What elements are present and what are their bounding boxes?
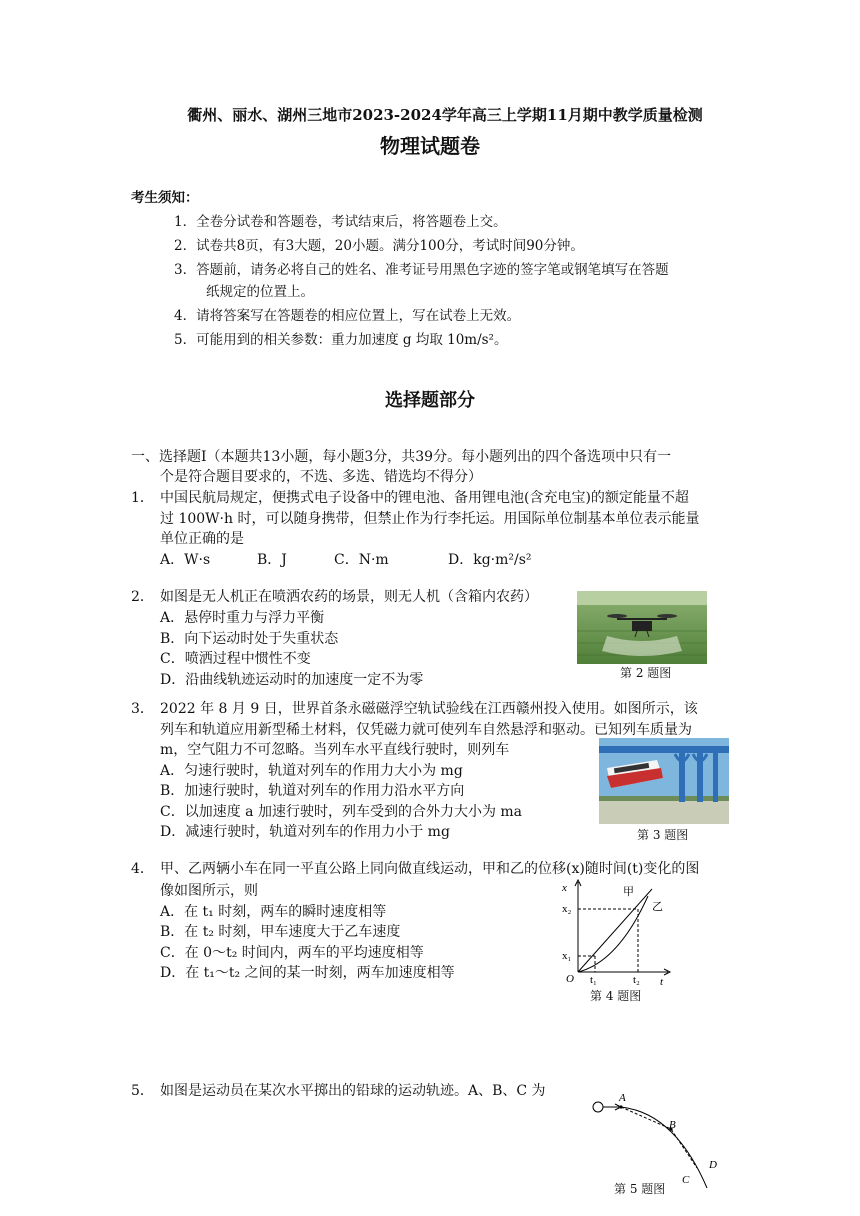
q4-option-b: B．在 t₂ 时刻，甲车速度大于乙车速度 xyxy=(160,924,401,940)
part1-instructions: 一、选择题Ⅰ（本题共13小题，每小题3分，共39分。每小题列出的四个备选项中只有一 xyxy=(131,449,672,465)
q4-option-d: D．在 t₁～t₂ 之间的某一时刻，两车加速度相等 xyxy=(160,965,455,981)
t1-label: t₁ xyxy=(590,974,597,986)
q4-number: 4． xyxy=(131,861,154,877)
notice-item: 3．答题前，请务必将自己的姓名、准考证号用黑色字迹的签字笔或钢笔填写在答题 xyxy=(174,262,669,278)
q2-option-d: D．沿曲线轨迹运动时的加速度一定不为零 xyxy=(160,672,424,688)
maglev-photo xyxy=(599,738,729,824)
q3-option-c: C．以加速度 a 加速行驶时，列车受到的合外力大小为 ma xyxy=(160,804,523,820)
t2-label: t₂ xyxy=(633,974,640,986)
line-jia xyxy=(578,889,652,972)
q1-option-b: B．J xyxy=(257,552,287,568)
q3-option-b: B．加速行驶时，轨道对列车的作用力沿水平方向 xyxy=(160,783,465,799)
q3-number: 3． xyxy=(131,701,154,717)
origin-label: O xyxy=(566,973,574,985)
q1-stem: 单位正确的是 xyxy=(160,531,244,547)
q4-caption: 第 4 题图 xyxy=(590,989,642,1003)
x2-label: x₂ xyxy=(562,903,572,915)
q4-stem: 甲、乙两辆小车在同一平直公路上同向做直线运动，甲和乙的位移(x)随时间(t)变化的图 xyxy=(160,861,700,877)
jia-label: 甲 xyxy=(623,886,634,898)
q1-stem: 中国民航局规定，便携式电子设备中的锂电池、备用锂电池(含充电宝)的额定能量不超 xyxy=(160,490,689,506)
q1-option-c: C．N·m xyxy=(334,552,389,568)
point-d-label: D xyxy=(709,1159,717,1171)
exam-title-line2: 物理试题卷 xyxy=(380,134,480,158)
q1-option-a: A．W·s xyxy=(160,552,211,568)
notice-item: 2．试卷共8页，有3大题，20小题。满分100分，考试时间90分钟。 xyxy=(174,238,584,254)
q3-stem: m，空气阻力不可忽略。当列车水平直线行驶时，则列车 xyxy=(160,742,510,758)
point-a-label: A xyxy=(619,1092,626,1104)
shot-ball xyxy=(593,1102,603,1112)
point-c-label: C xyxy=(682,1174,690,1186)
q1-number: 1． xyxy=(131,490,154,506)
q3-stem: 列车和轨道应用新型稀土材料，仅凭磁力就可使列车自然悬浮和驱动。已知列车质量为 xyxy=(160,722,692,738)
drone-photo xyxy=(577,591,707,664)
q3-stem: 2022 年 8 月 9 日，世界首条永磁磁浮空轨试验线在江西赣州投入使用。如图所示，该 xyxy=(160,701,698,717)
notice-item: 1．全卷分试卷和答题卷，考试结束后，将答题卷上交。 xyxy=(174,214,507,230)
exam-title-line1: 衢州、丽水、湖州三地市2023-2024学年高三上学期11月期中教学质量检测 xyxy=(187,106,703,124)
q4-option-a: A．在 t₁ 时刻，两车的瞬时速度相等 xyxy=(160,904,387,920)
notice-heading: 考生须知： xyxy=(131,190,199,206)
section-title: 选择题部分 xyxy=(385,390,475,411)
notice-item: 纸规定的位置上。 xyxy=(206,284,314,300)
part1-instructions-cont: 个是符合题目要求的，不选、多选、错选均不得分） xyxy=(160,469,482,485)
q3-option-a: A．匀速行驶时，轨道对列车的作用力大小为 mg xyxy=(160,763,463,779)
q5-stem: 如图是运动员在某次水平掷出的铅球的运动轨迹。A、B、C 为 xyxy=(160,1083,546,1099)
q3-option-d: D．减速行驶时，轨道对列车的作用力小于 mg xyxy=(160,824,450,840)
trajectory-figure xyxy=(585,1088,725,1192)
notice-item: 5．可能用到的相关参数：重力加速度 g 均取 10m/s²。 xyxy=(174,332,508,348)
q1-stem: 过 100W·h 时，可以随身携带，但禁止作为行李托运。用国际单位制基本单位表示能量 xyxy=(160,511,700,527)
q3-caption: 第 3 题图 xyxy=(637,828,689,842)
q1-option-d: D．kg·m²/s² xyxy=(448,552,532,568)
q4-option-c: C．在 0～t₂ 时间内，两车的平均速度相等 xyxy=(160,945,424,961)
q5-caption: 第 5 题图 xyxy=(614,1182,666,1196)
q2-option-b: B．向下运动时处于失重状态 xyxy=(160,631,339,647)
yi-label: 乙 xyxy=(652,901,663,913)
x-axis-label: x xyxy=(562,882,567,894)
x1-label: x₁ xyxy=(562,950,572,962)
q5-number: 5． xyxy=(131,1083,154,1099)
q2-option-a: A．悬停时重力与浮力平衡 xyxy=(160,610,325,626)
q2-caption: 第 2 题图 xyxy=(620,666,672,680)
point-b-label: B xyxy=(669,1119,676,1131)
q2-stem: 如图是无人机正在喷洒农药的场景，则无人机（含箱内农药） xyxy=(160,589,538,605)
q4-stem: 像如图所示，则 xyxy=(160,883,258,899)
xt-graph xyxy=(560,876,672,988)
notice-item: 4．请将答案写在答题卷的相应位置上，写在试卷上无效。 xyxy=(174,308,521,324)
trajectory-curve xyxy=(621,1107,707,1188)
t-axis-label: t xyxy=(660,976,664,988)
q2-number: 2． xyxy=(131,589,154,605)
q2-option-c: C．喷洒过程中惯性不变 xyxy=(160,651,311,667)
